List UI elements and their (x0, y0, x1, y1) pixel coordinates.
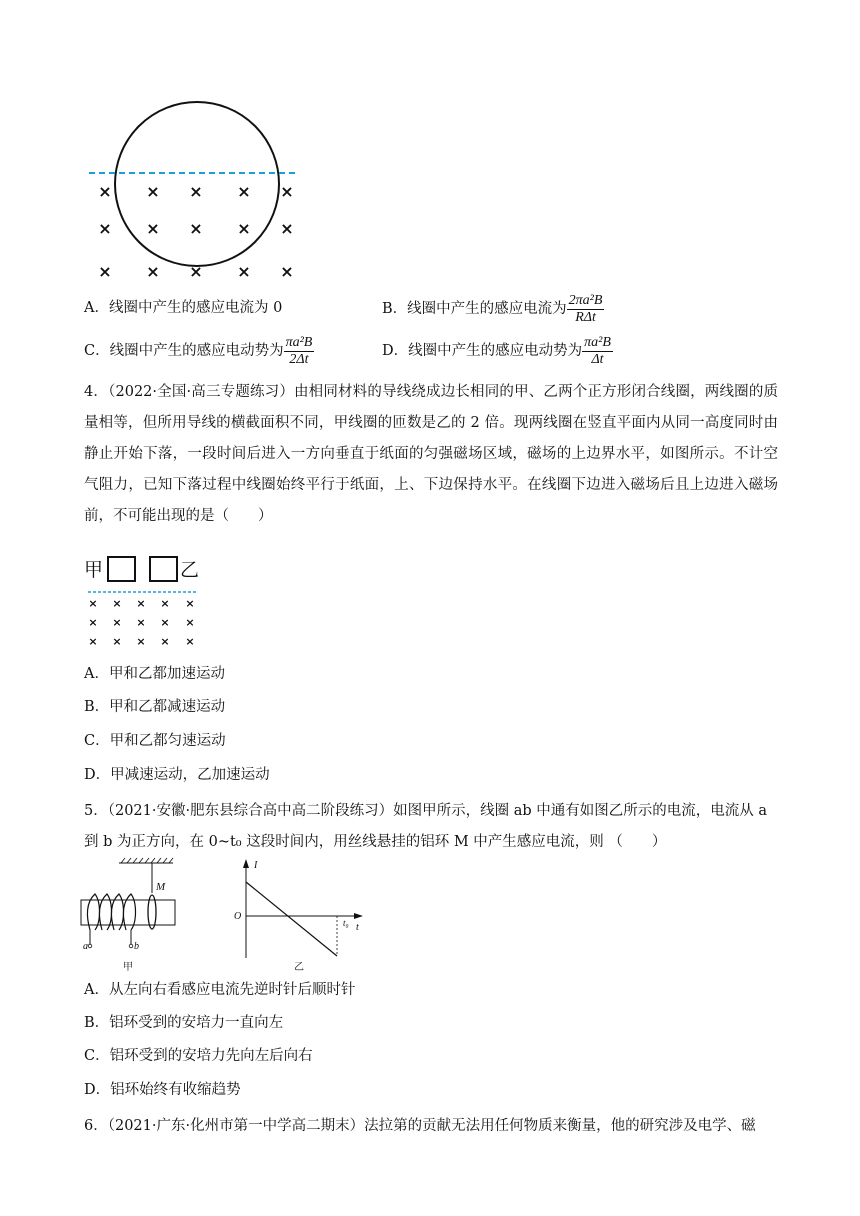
field-mark: × (98, 219, 112, 238)
field-mark: × (189, 182, 203, 201)
q4-option-a: A．甲和乙都加速运动 (84, 666, 225, 682)
q3-option-d-text: D．线圈中产生的感应电动势为 (382, 343, 583, 359)
q4-option-d: D．甲减速运动，乙加速运动 (84, 767, 270, 783)
q3-option-c (84, 334, 314, 368)
field-mark: × (189, 262, 203, 281)
q4-stem: 4．（2022·全国·高三专题练习）由相同材料的导线绕成边长相同的甲、乙两个正方形闭合线圈，两线圈的质量相等，但所用导线的横截面积不同，甲线圈的匝数是乙的 2 倍。现两线圈在竖直平面内从同一高度同时由静止开始下落，一段时间后进入一方向垂直于纸面的匀强磁场区域，磁场的上边界水平，如图所示。不计空气阻力，已知下落过程中线圈始终平行于纸面，上、下边保持水平。在线圈下边进入磁场后且上边进入磁场前，不可能出现的是（ ） (84, 384, 778, 524)
terminal-b (129, 944, 133, 948)
field-mark: × (160, 635, 170, 648)
ceiling-hatch (121, 858, 173, 863)
q5-stem-line1: 5．（2021·安徽·肥东县综合高中高二阶段练习）如图甲所示，线圈 ab 中通有如图乙所示的电流，电流从 a (84, 803, 767, 819)
t-axis-arrow (354, 913, 363, 919)
q5-figure-yi (230, 856, 370, 978)
q3-option-b (382, 292, 604, 326)
q4-option-c: C．甲和乙都匀速运动 (84, 733, 226, 749)
field-mark: × (112, 597, 122, 610)
q6-stem: 6．（2021·广东·化州市第一中学高二期末）法拉第的贡献无法用任何物质来衡量，他的研究涉及电学、磁 (84, 1118, 756, 1134)
q3-option-d (382, 334, 613, 368)
i-axis-label: I (254, 860, 258, 871)
field-marks (88, 597, 194, 648)
field-mark: × (98, 262, 112, 281)
field-mark: × (136, 635, 146, 648)
coil-yi-label: 乙 (180, 559, 200, 581)
field-mark: × (88, 635, 98, 648)
origin-label: O (234, 911, 242, 922)
field-mark: × (98, 182, 112, 201)
t0-label: t₀ (343, 918, 349, 928)
field-mark: × (237, 262, 251, 281)
t-axis-label: t (356, 922, 359, 933)
q3-option-b-fraction (567, 293, 605, 326)
field-mark: × (280, 262, 294, 281)
fraction-denominator: RΔt (575, 309, 596, 325)
field-mark: × (146, 219, 160, 238)
field-mark: × (88, 597, 98, 610)
figure-jia-caption: 甲 (123, 962, 133, 973)
q3-option-d-fraction (582, 335, 613, 368)
coil-core (81, 900, 175, 925)
field-mark: × (280, 219, 294, 238)
field-mark: × (185, 635, 195, 648)
q4-figure (84, 553, 214, 649)
field-mark: × (112, 616, 122, 629)
q5-option-c: C．铝环受到的安培力先向左后向右 (84, 1048, 313, 1064)
figure-yi-caption: 乙 (294, 962, 304, 973)
q5-figure-jia (76, 856, 186, 978)
q5-option-d: D．铝环始终有收缩趋势 (84, 1082, 241, 1098)
q3-option-b-text: B．线圈中产生的感应电流为 (382, 301, 567, 317)
i-axis-arrow (243, 859, 249, 868)
q3-option-a: A．线圈中产生的感应电流为 0 (84, 300, 283, 316)
terminal-a-label: a (83, 941, 88, 952)
q5-option-b: B．铝环受到的安培力一直向左 (84, 1015, 284, 1031)
field-mark: × (280, 182, 294, 201)
fraction-numerator: πa²B (584, 334, 611, 350)
ring-label-m: M (156, 881, 166, 893)
field-mark: × (189, 219, 203, 238)
fraction-denominator: Δt (591, 351, 604, 367)
current-line (246, 882, 337, 956)
field-mark: × (88, 616, 98, 629)
q4-option-b: B．甲和乙都减速运动 (84, 699, 226, 715)
q3-option-c-fraction (284, 335, 315, 368)
field-mark: × (136, 616, 146, 629)
field-mark: × (185, 616, 195, 629)
terminal-a (88, 944, 92, 948)
q3-figure (85, 96, 305, 282)
field-mark: × (237, 182, 251, 201)
field-mark: × (112, 635, 122, 648)
coil-jia-label: 甲 (84, 559, 104, 581)
q5-stem-line2: 到 b 为正方向，在 0~t₀ 这段时间内，用丝线悬挂的铝环 M 中产生感应电流，则 （ ） (84, 834, 667, 850)
field-mark: × (185, 597, 195, 610)
field-mark: × (146, 182, 160, 201)
fraction-numerator: 2πa²B (568, 292, 603, 308)
coil-yi-square (150, 557, 177, 581)
field-mark: × (237, 219, 251, 238)
field-mark: × (160, 597, 170, 610)
coil-jia-square (108, 557, 135, 581)
q5-option-a: A．从左向右看感应电流先逆时针后顺时针 (84, 982, 356, 998)
field-mark: × (146, 262, 160, 281)
terminal-b-label: b (134, 941, 139, 952)
q3-option-c-text: C．线圈中产生的感应电动势为 (84, 343, 284, 359)
field-mark: × (160, 616, 170, 629)
field-mark: × (136, 597, 146, 610)
fraction-numerator: πa²B (285, 334, 313, 350)
fraction-denominator: 2Δt (289, 351, 309, 367)
